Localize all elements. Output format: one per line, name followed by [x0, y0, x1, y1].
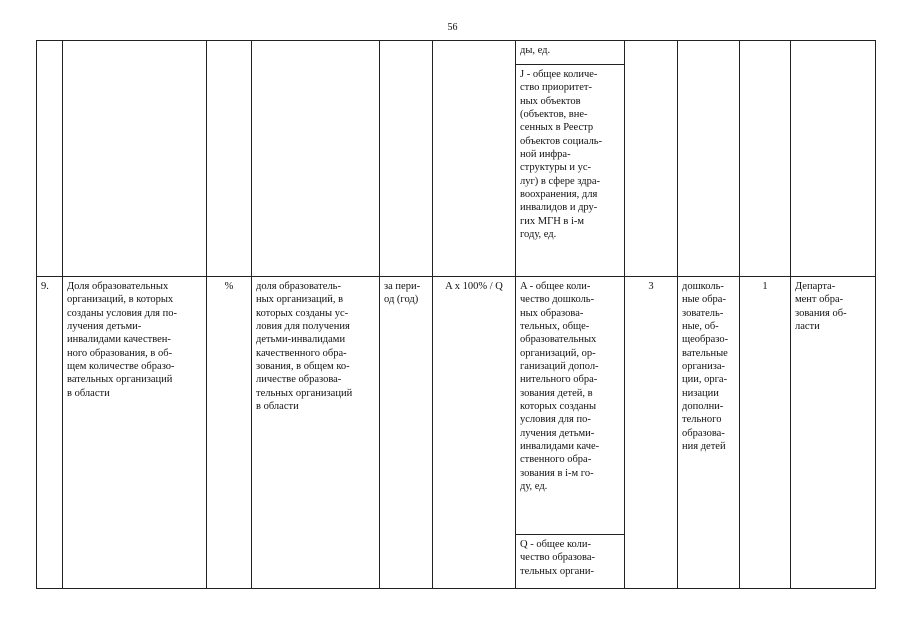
indicator-name: Доля образовательных организаций, в которых созданы условия для по- лучения детьми- инвалидами качествен- ного образования, в об- щем количестве образо- вательных организаций в области [63, 277, 207, 589]
indicator-definition: доля образователь- ных организаций, в которых созданы ус- ловия для получения детьми-инвалидами качественного обра- зования, в общем ко- личестве образова- тельных организаций в области [252, 277, 380, 589]
cell-source-empty [678, 41, 740, 277]
table-row-9 [37, 277, 876, 535]
cell-definition-empty [252, 41, 380, 277]
cell-number-empty [37, 41, 63, 277]
responsible-body: Департа- мент обра- зования об- ласти [791, 277, 876, 589]
formula-description-q: Q - общее коли- чество образова- тельных органи- [516, 535, 625, 589]
continuation-row-1 [37, 41, 876, 65]
formula-description-cont: ды, ед. [516, 41, 625, 65]
cell-indicator-empty [63, 41, 207, 277]
cell-method-empty [625, 41, 678, 277]
cell-unit-empty [207, 41, 252, 277]
data-source: дошколь- ные обра- зователь- ные, об- щеобразо- вательные организа- ции, орга- низации дополни- тельного образова- ния детей [678, 277, 740, 589]
formula-description-j: J - общее количе- ство приоритет- ных объектов (объектов, вне- сенных в Реестр объектов социаль- ной инфра- структуры и ус- луг) в сфере здра- воохранения, для инвалидов и дру- гих МГН в i-м году, ед. [516, 65, 625, 277]
formula-description-a: A - общее коли- чество дошколь- ных образова- тельных, обще- образовательных организаций, ор- ганизаций допол- нительного обра- зования детей, в которых созданы условия для по- лучения детьми- инвалидами каче- ственного обра- зования в i-м го- ду, ед. [516, 277, 625, 535]
cell-frequency-empty [740, 41, 791, 277]
page-number: 56 [447, 22, 458, 33]
cell-responsible-empty [791, 41, 876, 277]
row-number: 9. [37, 277, 63, 589]
formula: A x 100% / Q [433, 277, 516, 589]
unit-of-measure: % [207, 277, 252, 589]
frequency: 1 [740, 277, 791, 589]
indicators-table [36, 40, 876, 589]
method-code: 3 [625, 277, 678, 589]
cell-period-empty [380, 41, 433, 277]
cell-formula-empty [433, 41, 516, 277]
time-period: за пери- од (год) [380, 277, 433, 589]
